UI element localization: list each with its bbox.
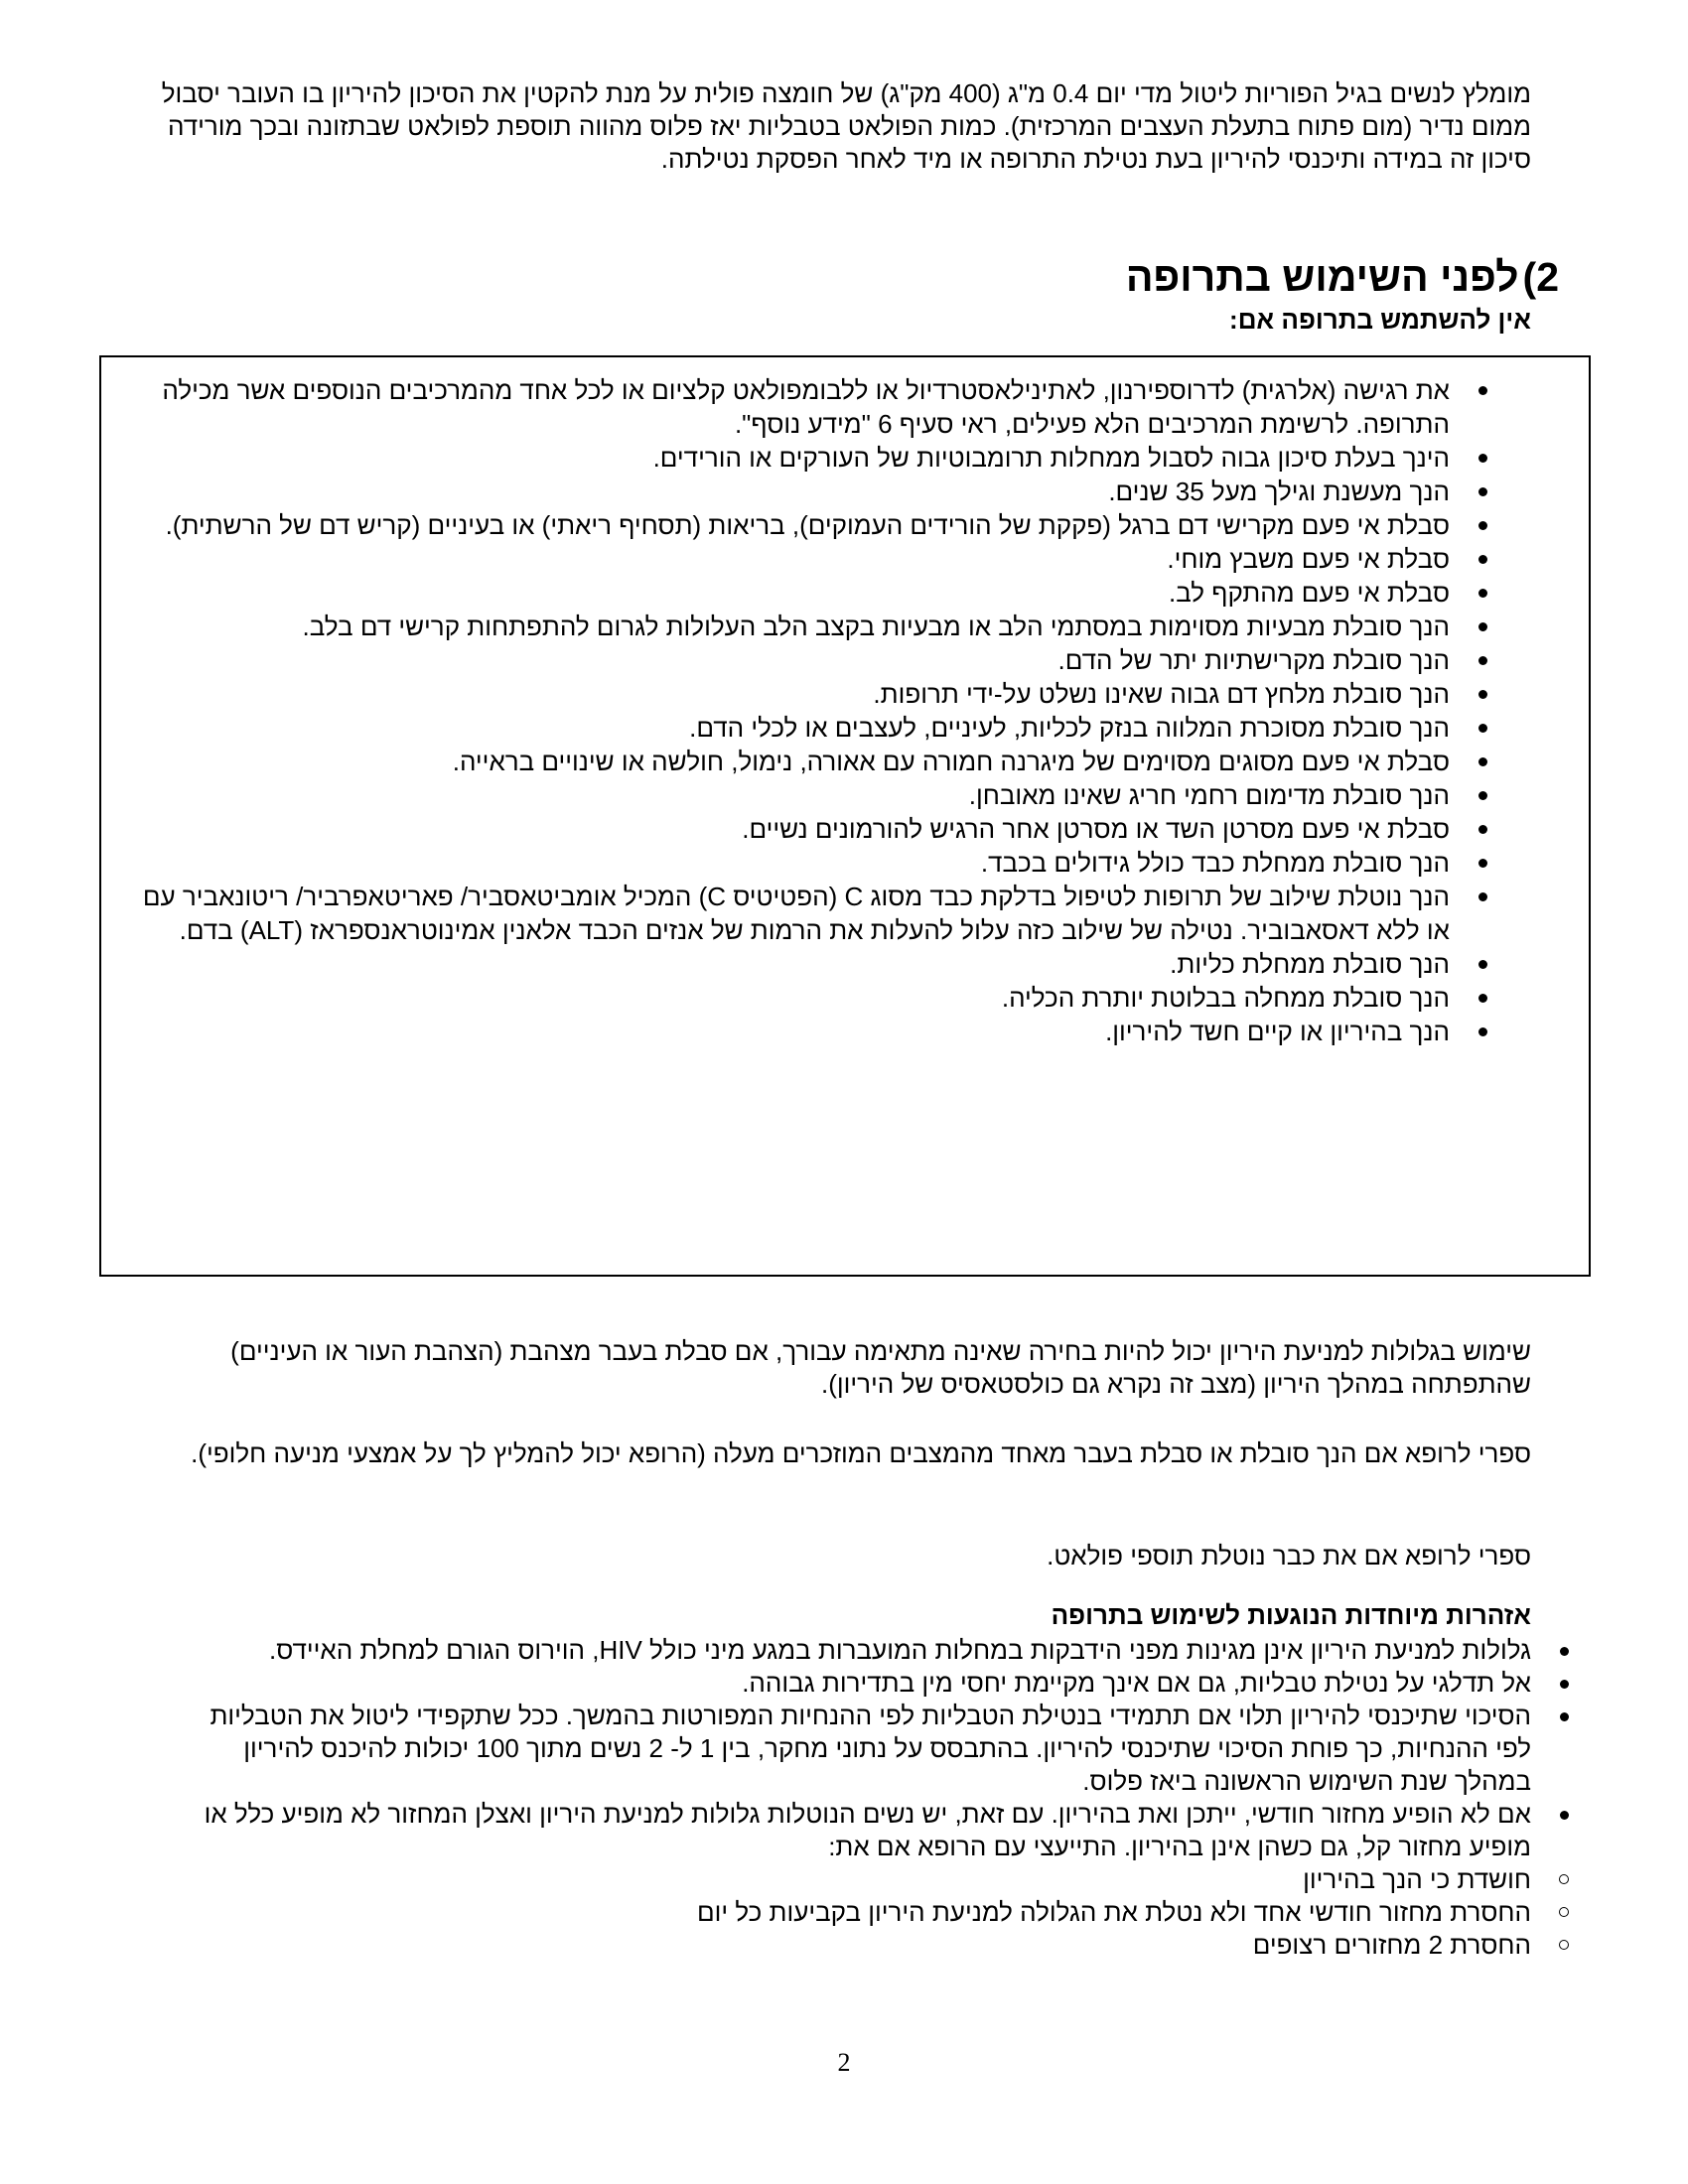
warnings-list [201,1634,1531,1962]
section-subtitle: אין להשתמש בתרופה אם: [1229,305,1531,335]
bullet-icon [1478,690,1487,699]
list-item [139,745,1450,778]
bullet-icon [1478,825,1487,834]
bullet-icon [1478,859,1487,868]
list-item-text: הנך סובלת מלחץ דם גבוה שאינו נשלט על-ידי תרופות. [873,679,1450,709]
contraindications-box [99,355,1591,1277]
list-item-text: הנך נוטלת שילוב של תרופות לטיפול בדלקת כבד מסוג C (הפטיטיס C) המכיל אומביטאסביר/ פאריטאפרביר/ ריטונאביר עם או ללא דאסאבוביר. נטילה של שילוב כזה עלול להעלות את הרמות של אנזים הכבד אלאנין אמינוטראנספראז (ALT) בדם. [142,882,1450,945]
paragraph-cholestasis: שימוש בגלולות למניעת היריון יכול להיות בחירה שאינה מתאימה עבורך, אם סבלת בעבר מצהבת (הצהבת העור או העיניים) שהתפתחה במהלך היריון (מצב זה נקרא גם כולסטאסיס של היריון). [230,1336,1531,1399]
bullet-icon [1478,589,1487,598]
bullet-icon [1478,791,1487,800]
bullet-icon [1478,622,1487,631]
list-item-text: גלולות למניעת היריון אינן מגינות מפני הידבקות במחלות המועברות במגע מיני כולל HIV, הוירוס הגורם למחלת האיידס. [269,1635,1531,1665]
list-item [201,1700,1531,1798]
list-item [139,778,1450,812]
list-item-text: סבלת אי פעם מסרטן השד או מסרטן אחר הרגיש להורמונים נשיים. [742,814,1450,844]
bullet-icon [1478,892,1487,901]
sub-list-item-text: החסרת 2 מחזורים רצופים [1252,1930,1531,1960]
list-item [139,373,1450,441]
sub-list-item-text: החסרת מחזור חודשי אחד ולא נטלת את הגלולה למניעת היריון בקביעות כל יום [697,1897,1531,1927]
section-heading [1126,252,1559,302]
list-item [139,711,1450,745]
sub-list-item-text: חושדת כי הנך בהיריון [1303,1864,1531,1894]
list-item-text: סבלת אי פעם מקרישי דם ברגל (פקקת של הורידים העמוקים), בריאות (תסחיף ריאתי) או בעיניים (קריש דם של הרשתית). [165,510,1450,540]
bullet-icon [1478,454,1487,463]
list-item-text: הנך סובלת ממחלת כליות. [1170,949,1450,979]
bullet-icon [1478,757,1487,766]
list-item-text: הנך סובלת מדימום רחמי חריג שאינו מאובחן. [968,780,1450,810]
list-item-text: סבלת אי פעם מהתקף לב. [1169,578,1450,608]
bullet-icon [1478,521,1487,530]
list-item-text: את רגישה (אלרגית) לדרוספירנון, לאתינילאסטרדיול או ללבומפולאט קלציום או לכל אחד מהמרכיבים הנוספים אשר מכילה התרופה. לרשימת המרכיבים הלא פעילים, ראי סעיף 6 "מידע נוסף". [162,375,1450,439]
warnings-title: אזהרות מיוחדות הנוגעות לשימוש בתרופה [1051,1600,1531,1630]
list-item [201,1798,1531,1962]
bullet-icon [1478,1027,1487,1036]
list-item [139,610,1450,643]
list-item-text: הנך סובלת ממחלת כבד כולל גידולים בכבד. [980,848,1450,878]
sub-list-item [201,1896,1531,1929]
intro-paragraph: מומלץ לנשים בגיל הפוריות ליטול מדי יום 0.4 מ"ג (400 מק"ג) של חומצה פולית על מנת להקטין את הסיכון להיריון בו העובר יסבול ממום נדיר (מום פתוח בתעלת העצבים המרכזית). כמות הפולאט בטבליות יאז פלוס מהווה תוספת לפולאט שבתזונה ובכך מורידה סיכון זה במידה ותיכנסי להיריון בעת נטילת התרופה או מיד לאחר הפסקת נטילתה. [161,78,1531,174]
list-item-text: הינך בעלת סיכון גבוה לסבול ממחלות תרומבוטיות של העורקים או הורידים. [652,443,1450,473]
list-item [139,677,1450,711]
bullet-icon [1560,1811,1569,1820]
section-title: לפני השימוש בתרופה [1125,254,1519,300]
list-item [139,643,1450,677]
list-item-text: הנך בהיריון או קיים חשד להיריון. [1105,1017,1450,1046]
list-item-text: אם לא הופיע מחזור חודשי, ייתכן ואת בהיריון. עם זאת, יש נשים הנוטלות גלולות למניעת היריון ואצלן המחזור לא מופיע כלל או מופיע מחזור קל, גם כשהן אינן בהיריון. התייעצי עם הרופא אם את: [204,1799,1531,1861]
list-item [139,812,1450,846]
list-item-text: אל תדלגי על נטילת טבליות, גם אם אינך מקיימת יחסי מין בתדירות גבוהה. [742,1668,1531,1698]
bullet-icon [1560,1680,1569,1689]
bullet-icon [1478,960,1487,969]
list-item-text: הנך סובלת מבעיות מסוימות במסתמי הלב או מבעיות בקצב הלב העלולות לגרום להתפתחות קרישי דם בלב. [302,612,1450,641]
list-item [139,1015,1450,1048]
list-item-text: הסיכוי שתיכנסי להיריון תלוי אם תתמידי בנטילת הטבליות לפי ההנחיות המפורטות בהמשך. ככל שתקפידי ליטול את הטבליות לפי ההנחיות, כך פוחת הסיכוי שתיכנסי להיריון. בהתבסס על נתוני מחקר, בין 1 ל- 2 נשים מתוך 100 יכולות להיכנס להיריון במהלך שנת השימוש הראשונה ביאז פלוס. [210,1701,1531,1796]
sub-list-item [201,1929,1531,1962]
page-number: 2 [837,2048,851,2077]
bullet-icon [1478,724,1487,733]
bullet-icon [1478,994,1487,1003]
bullet-icon [1478,555,1487,564]
list-item [139,508,1450,542]
bullet-icon [1478,656,1487,665]
list-item [139,947,1450,981]
paragraph-folate: ספרי לרופא אם את כבר נוטלת תוספי פולאט. [1047,1541,1531,1570]
list-item [139,981,1450,1015]
bullet-icon [1478,386,1487,395]
list-item [139,576,1450,610]
circle-bullet-icon [1559,1874,1569,1884]
list-item [139,441,1450,475]
section-number: 2) [1522,254,1559,300]
list-item-text: הנך סובלת מסוכרת המלווה בנזק לכליות, לעיניים, לעצבים או לכלי הדם. [689,713,1450,743]
list-item-text: הנך סובלת ממחלה בבלוטת יותרת הכליה. [1001,983,1450,1013]
sub-list-item [201,1863,1531,1896]
list-item [139,846,1450,880]
list-item-text: סבלת אי פעם מסוגים מסוימים של מיגרנה חמורה עם אאורה, נימול, חולשה או שינויים בראייה. [452,747,1450,776]
bullet-icon [1560,1647,1569,1656]
list-item [139,880,1450,947]
list-item [139,475,1450,508]
paragraph-tell-doctor: ספרי לרופא אם הנך סובלת או סבלת בעבר מאחד מהמצבים המוזכרים מעלה (הרופא יכול להמליץ לך על אמצעי מניעה חלופי). [191,1438,1531,1468]
list-item-text: הנך מעשנת וגילך מעל 35 שנים. [1108,477,1450,506]
list-item [201,1667,1531,1700]
circle-bullet-icon [1559,1907,1569,1917]
circle-bullet-icon [1559,1940,1569,1950]
bullet-icon [1478,487,1487,496]
list-item-text: הנך סובלת מקרישתיות יתר של הדם. [1057,645,1450,675]
bullet-icon [1560,1712,1569,1721]
contraindications-list [139,373,1450,1048]
list-item-text: סבלת אי פעם משבץ מוחי. [1167,544,1450,574]
list-item [201,1634,1531,1667]
warnings-sub-list [201,1863,1531,1962]
list-item [139,542,1450,576]
